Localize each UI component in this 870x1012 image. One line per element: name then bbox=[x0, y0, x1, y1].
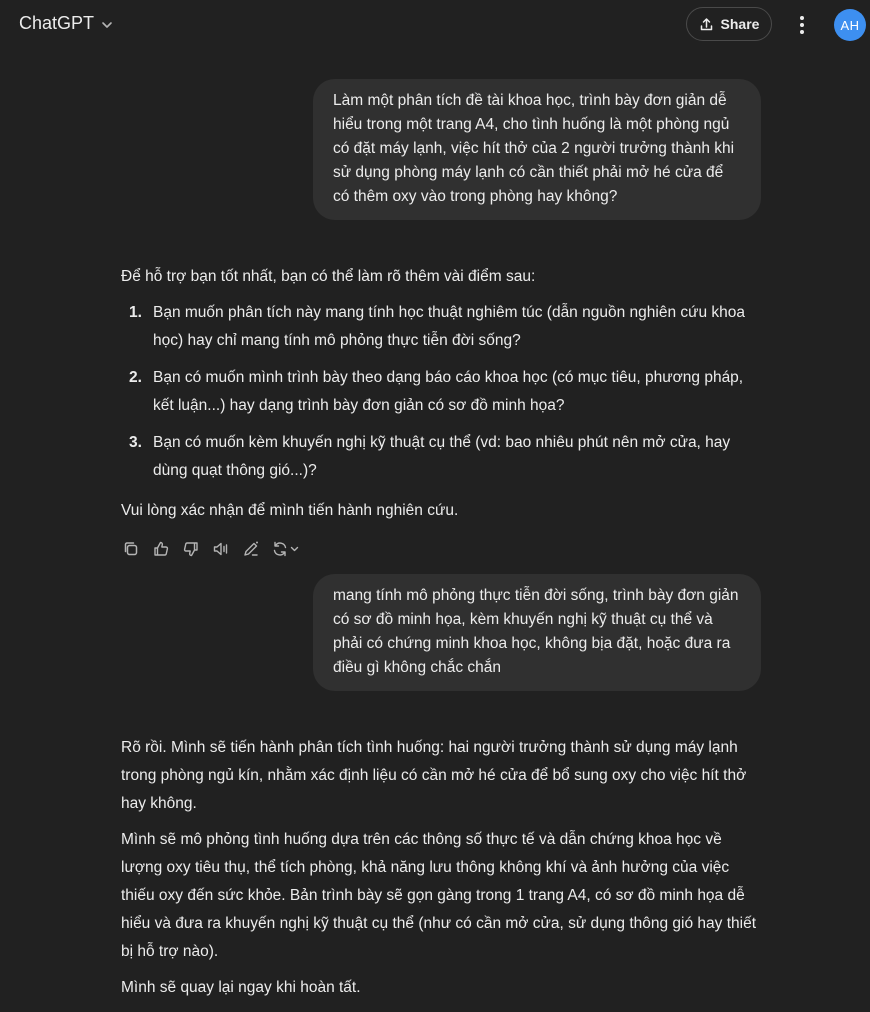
list-text: Bạn có muốn kèm khuyến nghị kỹ thuật cụ thể (vd: bao nhiêu phút nên mở cửa, hay dùng quạt thông gió...)? bbox=[153, 434, 731, 479]
assistant-intro: Để hỗ trợ bạn tốt nhất, bạn có thể làm rõ thêm vài điểm sau: bbox=[121, 268, 536, 285]
avatar[interactable]: AH bbox=[834, 9, 866, 41]
regenerate-button[interactable] bbox=[270, 538, 302, 560]
thumbs-down-icon bbox=[182, 540, 200, 558]
list-item bbox=[121, 299, 761, 355]
edit-canvas-icon bbox=[242, 540, 260, 558]
message-actions bbox=[120, 538, 302, 560]
copy-icon bbox=[122, 540, 140, 558]
edit-canvas-button[interactable] bbox=[240, 538, 262, 560]
list-text: Bạn muốn phân tích này mang tính học thuật nghiêm túc (dẫn nguồn nghiên cứu khoa học) hay chỉ mang tính mô phỏng thực tiễn đời sống? bbox=[153, 304, 746, 349]
share-label: Share bbox=[720, 16, 760, 32]
thumbs-up-icon bbox=[152, 540, 170, 558]
assistant-paragraph: Mình sẽ mô phỏng tình huống dựa trên các thông số thực tế và dẫn chứng khoa học về lượng oxy tiêu thụ, thể tích phòng, khả năng lưu thông không khí và ảnh hưởng của việc thiếu oxy đến sức khỏe. Bản trình bày sẽ gọn gàng trong 1 trang A4, có sơ đồ minh họa dễ hiểu và đưa ra khuyến nghị kỹ thuật cụ thể (như có cần mở cửa, sử dụng thông gió hay thiết bị hỗ trợ nào). bbox=[121, 831, 757, 960]
assistant-message bbox=[121, 263, 761, 525]
share-icon bbox=[699, 17, 714, 32]
assistant-paragraph: Mình sẽ quay lại ngay khi hoàn tất. bbox=[121, 979, 361, 996]
list-text: Bạn có muốn mình trình bày theo dạng báo cáo khoa học (có mục tiêu, phương pháp, kết luận...) hay dạng trình bày đơn giản có sơ đồ minh họa? bbox=[153, 369, 744, 414]
read-aloud-icon bbox=[212, 540, 230, 558]
more-options-button[interactable] bbox=[788, 12, 816, 38]
list-number: 3. bbox=[129, 434, 142, 451]
user-message: mang tính mô phỏng thực tiễn đời sống, trình bày đơn giản có sơ đồ minh họa, kèm khuyến nghị kỹ thuật cụ thể và phải có chứng minh khoa học, không bịa đặt, hoặc đưa ra điều gì không chắc chắn bbox=[313, 574, 761, 691]
assistant-message bbox=[121, 734, 761, 1010]
regenerate-icon bbox=[271, 540, 301, 558]
list-item bbox=[121, 429, 761, 485]
more-vertical-icon bbox=[799, 15, 805, 35]
good-response-button[interactable] bbox=[150, 538, 172, 560]
list-item bbox=[121, 364, 761, 420]
list-number: 2. bbox=[129, 369, 142, 386]
question-list bbox=[121, 299, 761, 485]
model-selector[interactable] bbox=[19, 13, 114, 34]
read-aloud-button[interactable] bbox=[210, 538, 232, 560]
assistant-paragraph: Rõ rồi. Mình sẽ tiến hành phân tích tình huống: hai người trưởng thành sử dụng máy lạnh trong phòng ngủ kín, nhằm xác định liệu có cần mở hé cửa để bổ sung oxy cho việc hít thở hay không. bbox=[121, 739, 747, 812]
copy-button[interactable] bbox=[120, 538, 142, 560]
top-bar bbox=[0, 0, 870, 50]
chevron-down-icon bbox=[100, 18, 114, 32]
bad-response-button[interactable] bbox=[180, 538, 202, 560]
list-number: 1. bbox=[129, 304, 142, 321]
share-button[interactable] bbox=[686, 7, 772, 41]
assistant-closing: Vui lòng xác nhận để mình tiến hành nghiên cứu. bbox=[121, 502, 459, 519]
app-title: ChatGPT bbox=[19, 13, 95, 33]
user-message: Làm một phân tích đề tài khoa học, trình bày đơn giản dễ hiểu trong một trang A4, cho tình huống là một phòng ngủ có đặt máy lạnh, việc hít thở của 2 người trưởng thành khi sử dụng phòng máy lạnh có cần thiết phải mở hé cửa để có thêm oxy vào trong phòng hay không? bbox=[313, 79, 761, 220]
